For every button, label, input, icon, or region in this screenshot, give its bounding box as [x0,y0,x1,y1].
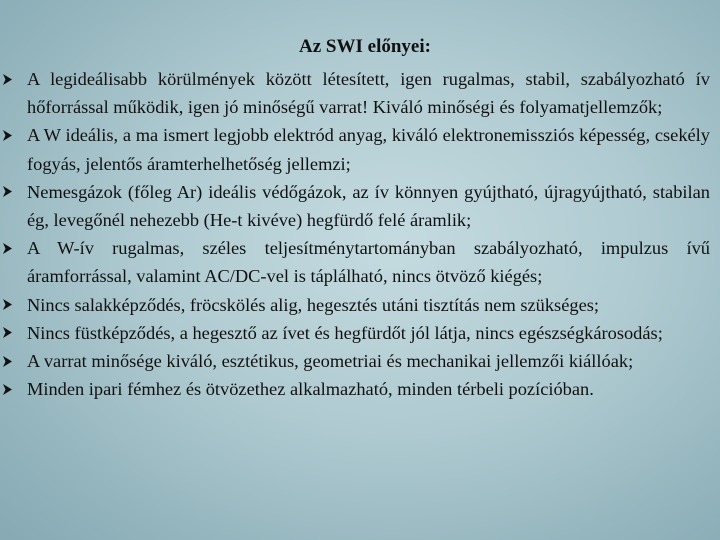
bullet-text: A W ideális, a ma ismert legjobb elektród anyag, kiváló elektronemissziós képesség, csekély fogyás, jelentős áramterhelhetőség jellemzi; [27,125,710,174]
bullet-text: A legideálisabb körülmények között létesített, igen rugalmas, stabil, szabályozható ív hőforrással működik, igen jó minőségű varrat! Kiváló minőségi és folyamatjellemzők; [27,69,710,118]
list-item [0,234,710,290]
slide-title: Az SWI előnyei: [299,36,431,57]
bullet-text: Nincs füstképződés, a hegesztő az ívet és hegfürdőt jól látja, nincs egészségkárosodás; [27,322,663,343]
arrow-bullet-icon [0,121,14,149]
bullet-text: Minden ipari fémhez és ötvözethez alkalmazható, minden térbeli pozícióban. [27,379,594,400]
list-item [0,121,710,177]
bullet-list [0,65,710,403]
arrow-bullet-icon [0,347,14,375]
bullet-text: Nemesgázok (főleg Ar) ideális védőgázok, az ív könnyen gyújtható, újragyújtható, stabilan ég, levegőnél nehezebb (He-t kivéve) hegfürdő felé áramlik; [27,181,710,231]
list-item [0,178,710,234]
list-item [0,319,710,347]
arrow-bullet-icon [0,375,14,403]
bullet-text: Nincs salakképződés, fröcskölés alig, hegesztés utáni tisztítás nem szükséges; [27,294,599,315]
bullet-text: A varrat minősége kiváló, esztétikus, geometriai és mechanikai jellemzői kiállóak; [27,351,634,372]
list-item [0,291,710,319]
arrow-bullet-icon [0,65,14,93]
list-item [0,347,710,375]
arrow-bullet-icon [0,319,14,347]
list-item [0,65,710,121]
bullet-text: A W-ív rugalmas, széles teljesítménytartományban szabályozható, impulzus ívű áramforrással, valamint AC/DC-vel is táplálható, nincs ötvöző kiégés; [27,238,710,287]
arrow-bullet-icon [0,178,14,206]
arrow-bullet-icon [0,291,14,319]
list-item [0,375,710,403]
arrow-bullet-icon [0,234,14,262]
